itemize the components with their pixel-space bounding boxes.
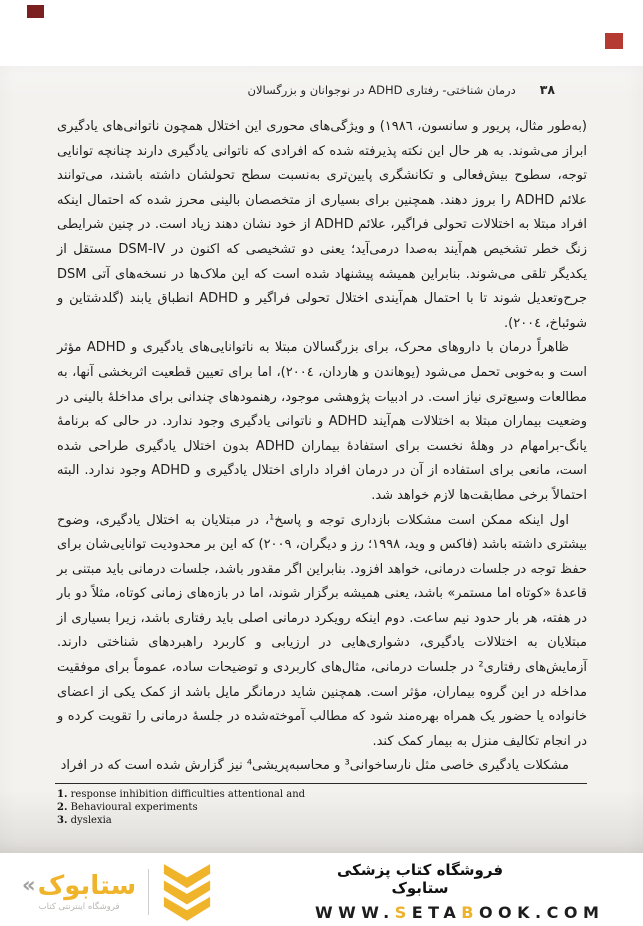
url-part-s: S bbox=[394, 903, 412, 922]
footnote-2-text: Behavioural experiments bbox=[70, 802, 198, 813]
footnote-1-text: response inhibition difficulties attentional and bbox=[70, 789, 306, 800]
running-head-title: درمان شناختی- رفتاری ADHD در نوجوانان و بزرگسالان bbox=[247, 83, 516, 97]
logo-caption: فروشگاه اینترنتی کتاب bbox=[38, 901, 120, 912]
chevrons-emblem-icon bbox=[161, 863, 213, 921]
footnote-1-number: 1. bbox=[57, 789, 68, 800]
page-number: ٣٨ bbox=[539, 82, 555, 97]
logo-wordmark-text: ستابوک bbox=[37, 870, 137, 901]
footnote-2 bbox=[57, 801, 305, 814]
scan-artifact-red-mark-left bbox=[27, 5, 44, 18]
url-part-www: WWW. bbox=[315, 903, 395, 922]
footnote-2-number: 2. bbox=[57, 802, 68, 813]
paragraph-4: مشکلات یادگیری خاصی مثل نارساخوانی³ و محاسبه‌پریشی⁴ نیز گزارش شده است که در افراد bbox=[60, 758, 569, 774]
logo-wordmark bbox=[22, 870, 137, 901]
scanned-page-area bbox=[0, 66, 643, 853]
footnote-3-number: 3. bbox=[57, 815, 68, 826]
page-header bbox=[248, 82, 556, 97]
footnote-1 bbox=[57, 788, 305, 801]
store-title: فروشگاه کتاب پزشکی ستابوک bbox=[336, 861, 504, 897]
footnote-3 bbox=[57, 814, 305, 827]
paragraph-2: ظاهراً درمان با داروهای محرک، برای بزرگسالان مبتلا به ناتوانایی‌های یادگیری و ADHD مؤثر است و به‌خوبی تحمل می‌شود (یوهاندن و هاردان، ٢٠٠٤)، اما برای تعیین قطعیت اثربخشی آنها، به مطالعات وسیع‌تری نیاز است. در ادبیات پژوهشی موجود، رهنمودهای چندانی برای مداخلهٔ بالینی در وضعیت بیماران مبتلا به اختلالات هم‌آیند ADHD و ناتوانی یادگیری وجود ندارد. در حالی که برنامهٔ یانگ-برامهام در وهلهٔ نخست برای استفادهٔ بیماران ADHD بدون اختلال یادگیری طراحی شده است، مانعی برای استفاده از آن در درمان افراد دارای اختلال یادگیری و ADHD وجود ندارد. البته احتمالاً برخی مطابقت‌ها لازم خواهد شد. bbox=[57, 340, 587, 503]
setabook-logo[interactable] bbox=[22, 863, 213, 921]
footnote-3-text: dyslexia bbox=[70, 815, 112, 826]
store-footer bbox=[0, 853, 643, 926]
url-part-ookcom: OOK.COM bbox=[478, 903, 605, 922]
body-text bbox=[57, 115, 587, 779]
paragraph-3: اول اینکه ممکن است مشکلات بازداری توجه و پاسخ¹، در مبتلایان به اختلال یادگیری، وضوح بیشتری داشته باشد (فاکس و وید، ١٩٩٨؛ رز و دیگران، ٢٠٠٩) که این بر محدودیت توانایی‌شان برای حفظ توجه در جلسات درمانی، خواهد افزود. بنابراین اگر مقدور باشد، جلسات درمانی باید مبتنی بر قاعدهٔ «کوتاه اما مستمر» باشد، یعنی همیشه برگزار شوند، اما در بازه‌های زمانی کوتاه، مثلاً دو بار در هفته، هر بار حدود نیم ساعت. دوم اینکه رویکرد درمانی اصلی باید رفتاری باشد، زیرا بسیاری از مبتلایان به اختلالات یادگیری، دشواری‌هایی در ارزیابی و کاربرد راهبردهای شناختی دارند. آزمایش‌های رفتاری² در جلسات درمانی، مثال‌های کاربردی و توضیحات ساده، عموماً برای موفقیت مداخله در این گروه بیماران، مؤثر است. همچنین شاید درمانگر مایل باشد از کمک یکی از اعضای خانواده یا حضور یک همراه بهره‌مند شود که مطالب آموخته‌شده در جلسهٔ درمانی را تقویت کرده و در انجام تکالیف منزل به بیمار کمک کند. bbox=[57, 512, 588, 749]
paragraph-1: (به‌طور مثال، پریور و سانسون، ١٩٨٦) و ویژگی‌های محوری این اختلال همچون ناتوانی‌های یادگیری ابراز می‌شوند. به هر حال این نکته پذیرفته شده که افرادی که ناتوانی یادگیری دارند چنانچه توانایی توجه، سطوح بیش‌فعالی و تکانشگری پایین‌تری به‌نسبت سطح تحولشان داشته باشند، می‌توانند علائم ADHD را بروز دهند. همچنین برای بسیاری از متخصصان بالینی محرز شده که احتمال اینکه افراد مبتلا به اختلالات تحولی فراگیر، علائم ADHD از خود نشان دهند زیاد است. در چنین شرایطی زنگ خطر تشخیص هم‌آیند به‌صدا درمی‌آید؛ یعنی دو تشخیصی که اکنون در DSM-IV مستقل از یکدیگر تلقی می‌شوند. بنابراین همیشه پیشنهاد شده است که این ملاک‌ها در نسخه‌های آتی DSM جرح‌وتعدیل شوند تا با احتمال هم‌آیندی اختلال تحولی فراگیر و ADHD انطباق یابند (گلدشتاین و شوئباخ، ٢٠٠٤). bbox=[57, 119, 587, 331]
logo-chevron-icon: « bbox=[22, 873, 36, 897]
store-info bbox=[315, 861, 605, 922]
footnote-divider bbox=[55, 783, 587, 784]
store-url-link[interactable] bbox=[315, 903, 605, 922]
logo-wordmark-column bbox=[22, 870, 137, 912]
logo-divider bbox=[148, 869, 149, 915]
url-part-b: B bbox=[461, 903, 479, 922]
url-part-eta: ETA bbox=[411, 903, 462, 922]
scan-artifact-red-mark-right bbox=[605, 33, 623, 49]
footnotes bbox=[57, 788, 305, 827]
